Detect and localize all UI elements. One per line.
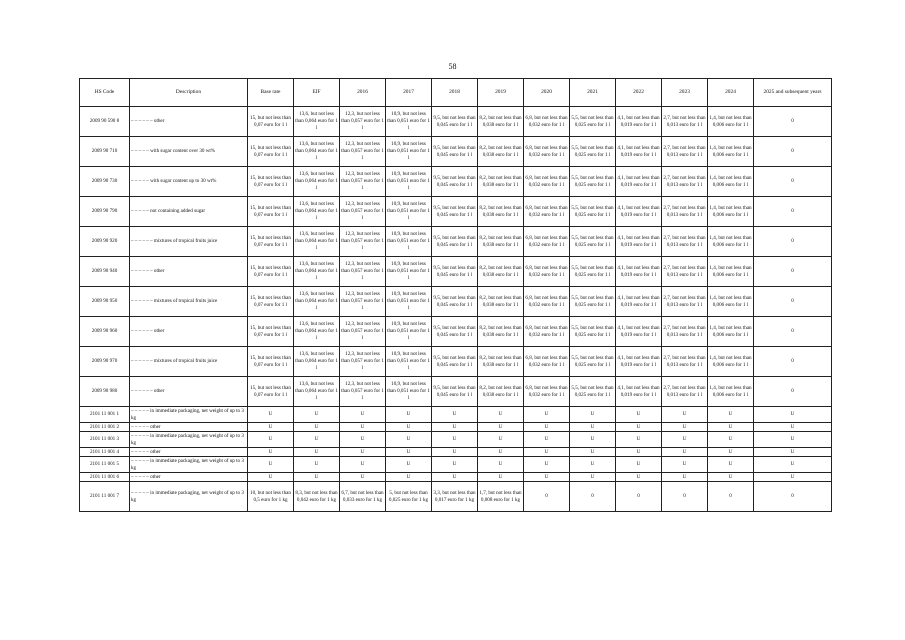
rate-cell: 15, but not less than 0,07 euro for 1 l — [248, 347, 294, 377]
rate-cell: 15, but not less than 0,07 euro for 1 l — [248, 257, 294, 287]
rate-cell: U — [570, 457, 616, 473]
rate-cell: U — [754, 457, 832, 473]
rate-cell: 5,5, but not less than 0,025 euro for 1 l — [570, 287, 616, 317]
table-row — [80, 407, 832, 423]
rate-cell: 15, but not less than 0,07 euro for 1 l — [248, 287, 294, 317]
table-row — [80, 227, 832, 257]
tariff-table — [79, 78, 832, 512]
rate-cell: U — [754, 432, 832, 448]
rate-cell: 13,6, but not less than 0,064 euro for 1 l — [294, 377, 340, 407]
rate-cell: 12,3, but not less than 0,057 euro for 1 l — [340, 197, 386, 227]
description-cell: – – – – – in immediate packaging, net weight of up to 3 kg — [130, 457, 248, 473]
rate-cell: 9,5, but not less than 0,045 euro for 1 l — [432, 227, 478, 257]
description-cell: – – – – – other — [130, 423, 248, 432]
rate-cell: 0 — [754, 137, 832, 167]
rate-cell: 4,1, but not less than 0,019 euro for 1 l — [616, 347, 662, 377]
rate-cell: U — [754, 448, 832, 457]
rate-cell: 5,5, but not less than 0,025 euro for 1 l — [570, 317, 616, 347]
rate-cell: 12,3, but not less than 0,057 euro for 1 l — [340, 287, 386, 317]
rate-cell: 10,9, but not less than 0,051 euro for 1 l — [386, 317, 432, 347]
rate-cell: U — [432, 473, 478, 482]
hs-code-cell: 2101 11 001 6 — [80, 473, 130, 482]
hs-code-cell: 2009 90 940 — [80, 257, 130, 287]
rate-cell: 13,6, but not less than 0,064 euro for 1 l — [294, 167, 340, 197]
rate-cell: U — [524, 473, 570, 482]
hs-code-cell: 2101 11 001 1 — [80, 407, 130, 423]
table-row — [80, 448, 832, 457]
rate-cell: U — [570, 432, 616, 448]
table-row — [80, 257, 832, 287]
header-cell: 2025 and subsequent years — [754, 79, 832, 107]
header-cell: 2024 — [708, 79, 754, 107]
table-row — [80, 197, 832, 227]
rate-cell: 1,4, but not less than 0,006 euro for 1 l — [708, 167, 754, 197]
header-row — [80, 79, 832, 107]
rate-cell: U — [754, 473, 832, 482]
header-cell: EIF — [294, 79, 340, 107]
description-cell: – – – – – – mixtures of tropical fruits juice — [130, 287, 248, 317]
header-cell: HS Code — [80, 79, 130, 107]
rate-cell: 9,5, but not less than 0,045 euro for 1 l — [432, 107, 478, 137]
rate-cell: U — [616, 432, 662, 448]
rate-cell: U — [340, 448, 386, 457]
rate-cell: 0 — [754, 317, 832, 347]
hs-code-cell: 2009 90 590 8 — [80, 107, 130, 137]
rate-cell: U — [708, 448, 754, 457]
rate-cell: U — [662, 448, 708, 457]
rate-cell: 8,2, but not less than 0,038 euro for 1 l — [478, 257, 524, 287]
rate-cell: 12,3, but not less than 0,057 euro for 1 l — [340, 107, 386, 137]
rate-cell: 6,8, but not less than 0,032 euro for 1 l — [524, 347, 570, 377]
header-cell: 2019 — [478, 79, 524, 107]
rate-cell: 5,5, but not less than 0,025 euro for 1 l — [570, 257, 616, 287]
rate-cell: 12,3, but not less than 0,057 euro for 1 l — [340, 317, 386, 347]
header-cell: Base rate — [248, 79, 294, 107]
rate-cell: 0 — [616, 482, 662, 512]
rate-cell: 8,2, but not less than 0,038 euro for 1 l — [478, 377, 524, 407]
rate-cell: 12,3, but not less than 0,057 euro for 1 l — [340, 137, 386, 167]
description-cell: – – – – – – other — [130, 317, 248, 347]
rate-cell: 5, but not less than 0,025 euro for 1 kg — [386, 482, 432, 512]
hs-code-cell: 2009 90 980 — [80, 377, 130, 407]
rate-cell: U — [524, 448, 570, 457]
rate-cell: 9,5, but not less than 0,045 euro for 1 l — [432, 317, 478, 347]
rate-cell: 13,6, but not less than 0,064 euro for 1 l — [294, 197, 340, 227]
rate-cell: U — [478, 407, 524, 423]
description-cell: – – – – – in immediate packaging, net weight of up to 3 kg — [130, 407, 248, 423]
rate-cell: 1,4, but not less than 0,006 euro for 1 l — [708, 287, 754, 317]
rate-cell: U — [432, 407, 478, 423]
rate-cell: U — [570, 407, 616, 423]
description-cell: – – – – – – mixtures of tropical fruits juice — [130, 227, 248, 257]
rate-cell: 13,6, but not less than 0,064 euro for 1 l — [294, 317, 340, 347]
rate-cell: 12,3, but not less than 0,057 euro for 1 l — [340, 257, 386, 287]
rate-cell: U — [294, 457, 340, 473]
hs-code-cell: 2009 90 950 — [80, 287, 130, 317]
rate-cell: 4,1, but not less than 0,019 euro for 1 l — [616, 287, 662, 317]
rate-cell: 10,9, but not less than 0,051 euro for 1 l — [386, 347, 432, 377]
rate-cell: 2,7, but not less than 0,013 euro for 1 l — [662, 377, 708, 407]
rate-cell: 9,5, but not less than 0,045 euro for 1 l — [432, 377, 478, 407]
rate-cell: 2,7, but not less than 0,013 euro for 1 l — [662, 287, 708, 317]
hs-code-cell: 2009 90 790 — [80, 197, 130, 227]
table-row — [80, 317, 832, 347]
description-cell: – – – – – – other — [130, 377, 248, 407]
rate-cell: 8,2, but not less than 0,038 euro for 1 l — [478, 107, 524, 137]
rate-cell: 6,8, but not less than 0,032 euro for 1 l — [524, 197, 570, 227]
rate-cell: 13,6, but not less than 0,064 euro for 1 l — [294, 347, 340, 377]
rate-cell: 2,7, but not less than 0,013 euro for 1 l — [662, 227, 708, 257]
rate-cell: U — [662, 407, 708, 423]
hs-code-cell: 2009 90 710 — [80, 137, 130, 167]
description-cell: – – – – – in immediate packaging, net weight of up to 3 kg — [130, 482, 248, 512]
rate-cell: 0 — [570, 482, 616, 512]
rate-cell: U — [708, 473, 754, 482]
description-cell: – – – – – in immediate packaging, net weight of up to 3 kg — [130, 432, 248, 448]
rate-cell: 5,5, but not less than 0,025 euro for 1 l — [570, 377, 616, 407]
rate-cell: 1,4, but not less than 0,006 euro for 1 l — [708, 377, 754, 407]
rate-cell: U — [616, 407, 662, 423]
rate-cell: U — [662, 423, 708, 432]
rate-cell: U — [386, 457, 432, 473]
rate-cell: 9,5, but not less than 0,045 euro for 1 l — [432, 167, 478, 197]
table-row — [80, 482, 832, 512]
rate-cell: U — [570, 473, 616, 482]
rate-cell: U — [662, 473, 708, 482]
rate-cell: U — [616, 448, 662, 457]
rate-cell: 13,6, but not less than 0,064 euro for 1 l — [294, 107, 340, 137]
description-cell: – – – – – – other — [130, 257, 248, 287]
rate-cell: 12,3, but not less than 0,057 euro for 1 l — [340, 347, 386, 377]
description-cell: – – – – – other — [130, 448, 248, 457]
rate-cell: U — [248, 432, 294, 448]
rate-cell: 15, but not less than 0,07 euro for 1 l — [248, 167, 294, 197]
rate-cell: U — [478, 457, 524, 473]
rate-cell: 10, but not less than 0,5 euro for 1 kg — [248, 482, 294, 512]
rate-cell: 5,5, but not less than 0,025 euro for 1 l — [570, 227, 616, 257]
rate-cell: U — [248, 448, 294, 457]
table-row — [80, 457, 832, 473]
rate-cell: 1,7, but not less than 0,008 euro for 1 kg — [478, 482, 524, 512]
rate-cell: 2,7, but not less than 0,013 euro for 1 l — [662, 197, 708, 227]
rate-cell: U — [754, 423, 832, 432]
rate-cell: 5,5, but not less than 0,025 euro for 1 l — [570, 197, 616, 227]
rate-cell: 6,8, but not less than 0,032 euro for 1 l — [524, 287, 570, 317]
rate-cell: 6,8, but not less than 0,032 euro for 1 l — [524, 257, 570, 287]
rate-cell: 6,8, but not less than 0,032 euro for 1 l — [524, 317, 570, 347]
rate-cell: 12,3, but not less than 0,057 euro for 1 l — [340, 377, 386, 407]
rate-cell: 6,7, but not less than 0,033 euro for 1 kg — [340, 482, 386, 512]
rate-cell: 8,2, but not less than 0,038 euro for 1 l — [478, 317, 524, 347]
rate-cell: 4,1, but not less than 0,019 euro for 1 l — [616, 227, 662, 257]
hs-code-cell: 2101 11 001 5 — [80, 457, 130, 473]
hs-code-cell: 2101 11 001 3 — [80, 432, 130, 448]
table-row — [80, 423, 832, 432]
header-cell: 2016 — [340, 79, 386, 107]
rate-cell: U — [340, 423, 386, 432]
rate-cell: 10,9, but not less than 0,051 euro for 1 l — [386, 167, 432, 197]
rate-cell: 15, but not less than 0,07 euro for 1 l — [248, 317, 294, 347]
rate-cell: 8,2, but not less than 0,038 euro for 1 l — [478, 287, 524, 317]
rate-cell: 12,3, but not less than 0,057 euro for 1 l — [340, 227, 386, 257]
rate-cell: 6,8, but not less than 0,032 euro for 1 l — [524, 377, 570, 407]
rate-cell: 0 — [708, 482, 754, 512]
rate-cell: U — [708, 407, 754, 423]
rate-cell: 0 — [754, 287, 832, 317]
rate-cell: 1,4, but not less than 0,006 euro for 1 l — [708, 137, 754, 167]
table-row — [80, 432, 832, 448]
rate-cell: 13,6, but not less than 0,064 euro for 1 l — [294, 257, 340, 287]
description-cell: – – – – – not containing added sugar — [130, 197, 248, 227]
rate-cell: 0 — [754, 227, 832, 257]
rate-cell: U — [432, 423, 478, 432]
rate-cell: 0 — [754, 197, 832, 227]
rate-cell: 1,4, but not less than 0,006 euro for 1 l — [708, 257, 754, 287]
rate-cell: U — [478, 432, 524, 448]
table-row — [80, 137, 832, 167]
rate-cell: U — [478, 473, 524, 482]
rate-cell: U — [432, 457, 478, 473]
rate-cell: U — [248, 407, 294, 423]
rate-cell: U — [386, 423, 432, 432]
rate-cell: 9,5, but not less than 0,045 euro for 1 l — [432, 347, 478, 377]
description-cell: – – – – – other — [130, 473, 248, 482]
hs-code-cell: 2009 90 730 — [80, 167, 130, 197]
rate-cell: U — [616, 423, 662, 432]
rate-cell: 10,9, but not less than 0,051 euro for 1 l — [386, 107, 432, 137]
rate-cell: U — [340, 407, 386, 423]
rate-cell: 1,4, but not less than 0,006 euro for 1 l — [708, 347, 754, 377]
rate-cell: 15, but not less than 0,07 euro for 1 l — [248, 107, 294, 137]
rate-cell: 4,1, but not less than 0,019 euro for 1 l — [616, 137, 662, 167]
rate-cell: 10,9, but not less than 0,051 euro for 1 l — [386, 137, 432, 167]
rate-cell: 8,2, but not less than 0,038 euro for 1 l — [478, 347, 524, 377]
rate-cell: 0 — [754, 107, 832, 137]
rate-cell: U — [340, 432, 386, 448]
rate-cell: 9,5, but not less than 0,045 euro for 1 l — [432, 257, 478, 287]
rate-cell: 10,9, but not less than 0,051 euro for 1 l — [386, 227, 432, 257]
description-cell: – – – – – with sugar content over 30 wt% — [130, 137, 248, 167]
header-cell: 2022 — [616, 79, 662, 107]
rate-cell: U — [248, 457, 294, 473]
rate-cell: 0 — [662, 482, 708, 512]
rate-cell: U — [386, 407, 432, 423]
rate-cell: U — [294, 432, 340, 448]
rate-cell: 1,4, but not less than 0,006 euro for 1 l — [708, 107, 754, 137]
rate-cell: 10,9, but not less than 0,051 euro for 1 l — [386, 257, 432, 287]
rate-cell: U — [708, 423, 754, 432]
hs-code-cell: 2101 11 001 4 — [80, 448, 130, 457]
rate-cell: 13,6, but not less than 0,064 euro for 1 l — [294, 137, 340, 167]
table-row — [80, 107, 832, 137]
rate-cell: U — [708, 432, 754, 448]
rate-cell: 6,8, but not less than 0,032 euro for 1 l — [524, 227, 570, 257]
rate-cell: U — [754, 407, 832, 423]
rate-cell: 0 — [524, 482, 570, 512]
table-row — [80, 377, 832, 407]
rate-cell: 15, but not less than 0,07 euro for 1 l — [248, 137, 294, 167]
description-cell: – – – – – with sugar content up to 30 wt% — [130, 167, 248, 197]
rate-cell: 10,9, but not less than 0,051 euro for 1 l — [386, 287, 432, 317]
rate-cell: 10,9, but not less than 0,051 euro for 1 l — [386, 197, 432, 227]
rate-cell: 9,5, but not less than 0,045 euro for 1 l — [432, 287, 478, 317]
rate-cell: U — [478, 423, 524, 432]
rate-cell: 5,5, but not less than 0,025 euro for 1 l — [570, 347, 616, 377]
table-body — [80, 107, 832, 512]
rate-cell: 15, but not less than 0,07 euro for 1 l — [248, 227, 294, 257]
rate-cell: U — [386, 448, 432, 457]
rate-cell: 0 — [754, 482, 832, 512]
rate-cell: U — [708, 457, 754, 473]
rate-cell: 2,7, but not less than 0,013 euro for 1 l — [662, 347, 708, 377]
rate-cell: U — [662, 432, 708, 448]
rate-cell: 0 — [754, 347, 832, 377]
rate-cell: U — [294, 448, 340, 457]
rate-cell: 4,1, but not less than 0,019 euro for 1 l — [616, 167, 662, 197]
rate-cell: U — [524, 457, 570, 473]
rate-cell: 2,7, but not less than 0,013 euro for 1 l — [662, 107, 708, 137]
header-cell: 2017 — [386, 79, 432, 107]
rate-cell: 12,3, but not less than 0,057 euro for 1 l — [340, 167, 386, 197]
rate-cell: 1,4, but not less than 0,006 euro for 1 l — [708, 227, 754, 257]
hs-code-cell: 2009 90 970 — [80, 347, 130, 377]
rate-cell: U — [616, 457, 662, 473]
rate-cell: 4,1, but not less than 0,019 euro for 1 l — [616, 197, 662, 227]
rate-cell: 10,9, but not less than 0,051 euro for 1 l — [386, 377, 432, 407]
rate-cell: U — [340, 473, 386, 482]
rate-cell: 1,4, but not less than 0,006 euro for 1 l — [708, 197, 754, 227]
hs-code-cell: 2009 90 920 — [80, 227, 130, 257]
rate-cell: 15, but not less than 0,07 euro for 1 l — [248, 197, 294, 227]
rate-cell: U — [386, 473, 432, 482]
rate-cell: U — [432, 448, 478, 457]
hs-code-cell: 2009 90 960 — [80, 317, 130, 347]
rate-cell: U — [294, 423, 340, 432]
header-cell: 2021 — [570, 79, 616, 107]
rate-cell: 13,6, but not less than 0,064 euro for 1 l — [294, 287, 340, 317]
rate-cell: 5,5, but not less than 0,025 euro for 1 l — [570, 137, 616, 167]
rate-cell: 5,5, but not less than 0,025 euro for 1 l — [570, 167, 616, 197]
rate-cell: 13,6, but not less than 0,064 euro for 1 l — [294, 227, 340, 257]
rate-cell: 3,3, but not less than 0,017 euro for 1 kg — [432, 482, 478, 512]
rate-cell: 6,8, but not less than 0,032 euro for 1 l — [524, 107, 570, 137]
rate-cell: 4,1, but not less than 0,019 euro for 1 l — [616, 257, 662, 287]
rate-cell: 6,8, but not less than 0,032 euro for 1 l — [524, 167, 570, 197]
rate-cell: 8,2, but not less than 0,038 euro for 1 l — [478, 197, 524, 227]
rate-cell: U — [294, 473, 340, 482]
header-cell: 2023 — [662, 79, 708, 107]
rate-cell: U — [570, 448, 616, 457]
rate-cell: U — [478, 448, 524, 457]
rate-cell: 9,5, but not less than 0,045 euro for 1 l — [432, 197, 478, 227]
rate-cell: 0 — [754, 377, 832, 407]
rate-cell: U — [340, 457, 386, 473]
rate-cell: 2,7, but not less than 0,013 euro for 1 l — [662, 137, 708, 167]
rate-cell: U — [524, 432, 570, 448]
rate-cell: U — [524, 423, 570, 432]
rate-cell: U — [294, 407, 340, 423]
rate-cell: 8,2, but not less than 0,038 euro for 1 l — [478, 137, 524, 167]
rate-cell: 1,4, but not less than 0,006 euro for 1 l — [708, 317, 754, 347]
rate-cell: U — [248, 423, 294, 432]
rate-cell: 8,2, but not less than 0,038 euro for 1 l — [478, 227, 524, 257]
rate-cell: 0 — [754, 257, 832, 287]
rate-cell: U — [662, 457, 708, 473]
table-row — [80, 287, 832, 317]
rate-cell: U — [432, 432, 478, 448]
rate-cell: U — [386, 432, 432, 448]
rate-cell: 4,1, but not less than 0,019 euro for 1 l — [616, 317, 662, 347]
table-row — [80, 347, 832, 377]
header-cell: 2020 — [524, 79, 570, 107]
rate-cell: 5,5, but not less than 0,025 euro for 1 l — [570, 107, 616, 137]
rate-cell: 9,5, but not less than 0,045 euro for 1 l — [432, 137, 478, 167]
rate-cell: 6,8, but not less than 0,032 euro for 1 l — [524, 137, 570, 167]
header-cell: 2018 — [432, 79, 478, 107]
rate-cell: U — [570, 423, 616, 432]
table-row — [80, 167, 832, 197]
table-row — [80, 473, 832, 482]
hs-code-cell: 2101 11 001 2 — [80, 423, 130, 432]
rate-cell: 2,7, but not less than 0,013 euro for 1 l — [662, 257, 708, 287]
rate-cell: 8,3, but not less than 0,042 euro for 1 kg — [294, 482, 340, 512]
rate-cell: 15, but not less than 0,07 euro for 1 l — [248, 377, 294, 407]
description-cell: – – – – – – mixtures of tropical fruits juice — [130, 347, 248, 377]
rate-cell: 2,7, but not less than 0,013 euro for 1 l — [662, 167, 708, 197]
rate-cell: U — [248, 473, 294, 482]
rate-cell: 0 — [754, 167, 832, 197]
rate-cell: 2,7, but not less than 0,013 euro for 1 l — [662, 317, 708, 347]
rate-cell: U — [524, 407, 570, 423]
rate-cell: 8,2, but not less than 0,038 euro for 1 l — [478, 167, 524, 197]
rate-cell: 4,1, but not less than 0,019 euro for 1 l — [616, 377, 662, 407]
description-cell: – – – – – – other — [130, 107, 248, 137]
page-number: 58 — [448, 62, 457, 71]
rate-cell: U — [616, 473, 662, 482]
rate-cell: 4,1, but not less than 0,019 euro for 1 l — [616, 107, 662, 137]
hs-code-cell: 2101 11 001 7 — [80, 482, 130, 512]
header-cell: Description — [130, 79, 248, 107]
